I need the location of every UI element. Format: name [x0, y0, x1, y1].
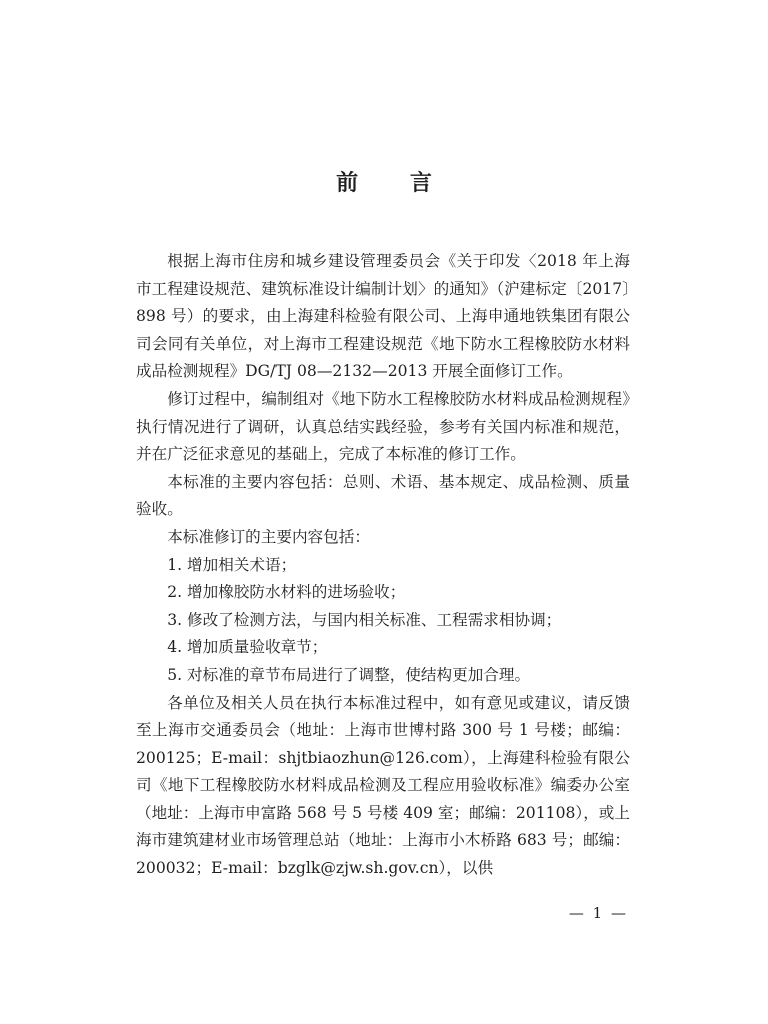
- paragraph-revision-intro: 本标准修订的主要内容包括：: [167, 527, 370, 546]
- preface-body: [136, 248, 630, 883]
- paragraph-revision-process: 修订过程中，编制组对《地下防水工程橡胶防水材料成品检测规程》执行情况进行了调研，认真总结实践经验，参考有关国内标准和规范，并在广泛征求意见的基础上，完成了本标准的修订工作。: [136, 389, 630, 464]
- paragraph-background: 根据上海市住房和城乡建设管理委员会《关于印发〈2018 年上海市工程建设规范、建筑标准设计编制计划〉的通知》（沪建标定〔2017〕898 号）的要求，由上海建科检验有限公司、上海申通地铁集团有限公司会同有关单位，对上海市工程建设规范《地下防水工程橡胶防水材料成品检测规程》DG/TJ 08—2132—2013 开展全面修订工作。: [136, 252, 630, 381]
- list-item: 2. 增加橡胶防水材料的进场验收；: [167, 583, 406, 602]
- list-item: 1. 增加相关术语；: [167, 555, 297, 574]
- list-item: 3. 修改了检测方法，与国内相关标准、工程需求相协调；: [167, 610, 562, 629]
- paragraph-feedback-contacts: 各单位及相关人员在执行本标准过程中，如有意见或建议，请反馈至上海市交通委员会（地址：上海市世博村路 300 号 1 号楼；邮编：200125；E-mail：shjtbiaozhun@126.com），上海建科检验有限公司《地下工程橡胶防水材料成品检测及工程应用验收标准》编委办公室（地址：上海市申富路 568 号 5 号楼 409 室；邮编：201108），或上海市建筑建材业市场管理总站（地址：上海市小木桥路 683 号；邮编：200032；E-mail：bzglk@zjw.sh.gov.cn），以供: [136, 693, 630, 878]
- page-number: — 1 —: [568, 904, 628, 922]
- list-item: 5. 对标准的章节布局进行了调整，使结构更加合理。: [167, 665, 531, 684]
- list-item: 4. 增加质量验收章节；: [167, 638, 328, 657]
- paragraph-main-content: 本标准的主要内容包括：总则、术语、基本规定、成品检测、质量验收。: [136, 472, 630, 519]
- page-title: 前 言: [336, 170, 454, 196]
